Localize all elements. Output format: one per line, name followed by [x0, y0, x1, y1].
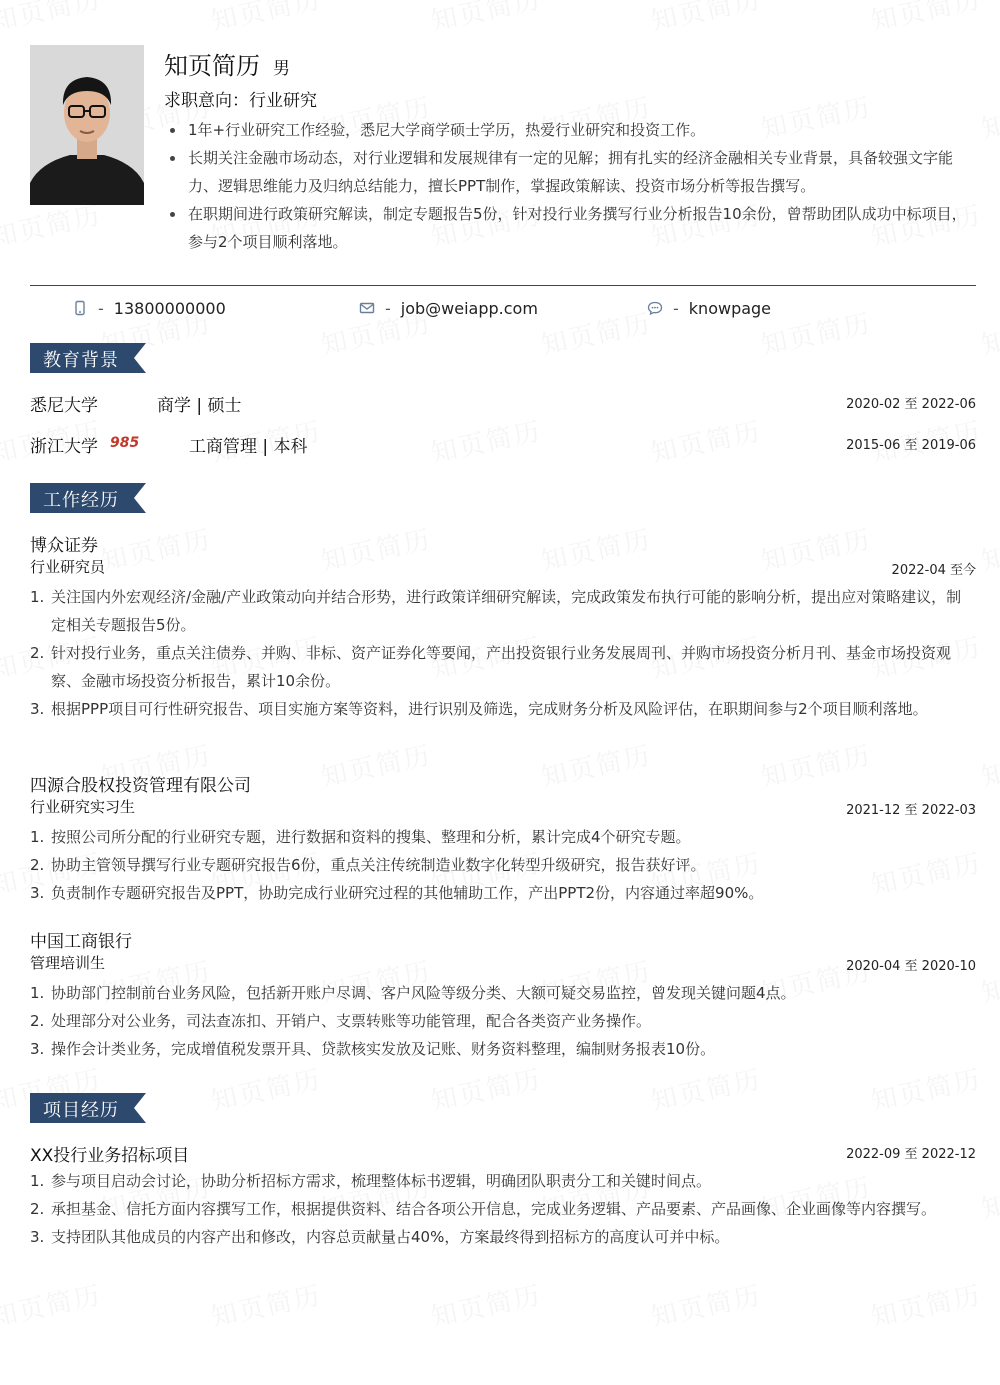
candidate-gender: 男: [273, 59, 290, 79]
list-item: 3. 负责制作专题研究报告及PPT，协助完成行业研究过程的其他辅助工作，产出PPT2份，内容通过率超90%。: [30, 884, 764, 902]
wechat-value: knowpage: [688, 298, 772, 318]
section-education-heading: [30, 343, 146, 373]
edu-major: 工商管理 | 本科: [189, 437, 308, 457]
list-item: 3. 操作会计类业务，完成增值税发票开具、贷款核实发放及记账、财务资料整理，编制财务报表10份。: [30, 1040, 716, 1058]
candidate-name: 知页简历: [164, 52, 260, 80]
job-role: 行业研究实习生: [30, 798, 136, 816]
edu-school: 浙江大学: [30, 437, 98, 457]
list-item: 2. 协助主管领导撰写行业专题研究报告6份，重点关注传统制造业数字化转型升级研究，报告获好评。: [30, 856, 706, 874]
watermark-text: [0, 1275, 105, 1334]
watermark-text: [977, 87, 1000, 146]
summary-list: [164, 116, 976, 256]
job-duty-list: [30, 823, 976, 907]
list-item: 1. 按照公司所分配的行业研究专题，进行数据和资料的搜集、整理和分析，累计完成4个研究专题。: [30, 828, 691, 846]
list-item: 1. 协助部门控制前台业务风险，包括新开账户尽调、客户风险等级分类、大额可疑交易监控，曾发现关键问题4点。: [30, 984, 796, 1002]
mail-icon: [359, 300, 375, 316]
watermark-text: [757, 519, 874, 578]
list-item: 2. 处理部分对公业务，司法查冻扣、开销户、支票转账等功能管理，配合各类资产业务操作。: [30, 1012, 652, 1030]
contact-email: [359, 296, 538, 320]
watermark-text: [647, 0, 764, 38]
edu-major: 商学 | 硕士: [157, 396, 242, 416]
watermark-text: [647, 1059, 764, 1118]
edu-date: 2015-06 至 2019-06: [846, 438, 976, 453]
company-name: 博众证券: [30, 536, 98, 556]
email-value: job@weiapp.com: [400, 298, 538, 318]
job-date: 2022-04 至今: [891, 563, 976, 578]
job-role: 行业研究员: [30, 558, 106, 576]
company-name: 四源合股权投资管理有限公司: [30, 776, 251, 796]
company-name: 中国工商银行: [30, 932, 132, 952]
watermark-text: [977, 951, 1000, 1010]
contact-separator: -: [98, 298, 104, 318]
contact-phone: [72, 296, 226, 320]
job-intent: [164, 86, 317, 111]
phone-icon: [72, 300, 88, 316]
job-intent-label: 求职意向：: [164, 91, 249, 111]
avatar-illustration: [30, 45, 144, 205]
contact-separator: -: [385, 298, 391, 318]
watermark-text: [537, 303, 654, 362]
contact-separator: -: [673, 298, 679, 318]
phone-value: 13800000000: [113, 298, 226, 318]
summary-item: 长期关注金融市场动态，对行业逻辑和发展规律有一定的见解；拥有扎实的经济金融相关专业背景，具备较强文字能力、逻辑思维能力及归纳总结能力，擅长PPT制作，掌握政策解读、投资市场分析等报告撰写。: [164, 144, 976, 200]
watermark-text: [537, 735, 654, 794]
project-date: 2022-09 至 2022-12: [846, 1147, 976, 1162]
list-item: 2. 针对投行业务，重点关注债券、并购、非标、资产证券化等要闻，产出投资银行业务发展周刊、并购市场投资分析月刊、基金市场投资观察、金融市场投资分析报告，累计10余份。: [30, 644, 952, 690]
job-date: 2021-12 至 2022-03: [846, 803, 976, 818]
list-item: 3. 根据PPP项目可行性研究报告、项目实施方案等资料，进行识别及筛选，完成财务分析及风险评估，在职期间参与2个项目顺利落地。: [30, 700, 928, 718]
summary-item: 在职期间进行政策研究解读，制定专题报告5份，针对投行业务撰写行业分析报告10余份，曾帮助团队成功中标项目，参与2个项目顺利落地。: [164, 200, 976, 256]
watermark-text: [427, 411, 544, 470]
job-date: 2020-04 至 2020-10: [846, 959, 976, 974]
watermark-text: [757, 735, 874, 794]
watermark-text: [427, 1275, 544, 1334]
watermark-text: [427, 1059, 544, 1118]
list-item: 1. 参与项目启动会讨论，协助分析招标方需求，梳理整体标书逻辑，明确团队职责分工和关键时间点。: [30, 1172, 712, 1190]
profile-photo: [30, 45, 144, 205]
contact-wechat: [647, 296, 771, 320]
job-duty-list: [30, 583, 976, 723]
summary-item: 1年+行业研究工作经验，悉尼大学商学硕士学历，热爱行业研究和投资工作。: [164, 116, 976, 144]
edu-school: 悉尼大学: [30, 396, 98, 416]
section-projects-heading: [30, 1093, 146, 1123]
project-name: XX投行业务招标项目: [30, 1146, 190, 1166]
project-duty-list: [30, 1167, 976, 1251]
watermark-text: [427, 0, 544, 38]
section-title: 教育背景: [43, 350, 119, 371]
section-work-heading: [30, 483, 146, 513]
job-role: 管理培训生: [30, 954, 106, 972]
list-item: 2. 承担基金、信托方面内容撰写工作，根据提供资料、结合各项公开信息，完成业务逻辑、产品要素、产品画像、企业画像等内容撰写。: [30, 1200, 937, 1218]
watermark-text: [757, 303, 874, 362]
watermark-text: [647, 1275, 764, 1334]
watermark-text: [647, 411, 764, 470]
watermark-text: [207, 1275, 324, 1334]
list-item: 1. 关注国内外宏观经济/金融/产业政策动向并结合形势，进行政策详细研究解读，完成政策发布执行可能的影响分析，提出应对策略建议，制定相关专题报告5份。: [30, 588, 962, 634]
watermark-text: [207, 0, 324, 38]
watermark-text: [867, 1275, 984, 1334]
header-divider: [30, 285, 976, 286]
job-duty-list: [30, 979, 976, 1063]
watermark-text: [97, 519, 214, 578]
list-item: 3. 支持团队其他成员的内容产出和修改，内容总贡献量占40%，方案最终得到招标方的高度认可并中标。: [30, 1228, 730, 1246]
watermark-text: [867, 1059, 984, 1118]
watermark-text: [317, 519, 434, 578]
section-title: 工作经历: [43, 490, 119, 511]
school-badge-985: 985: [110, 435, 140, 451]
watermark-text: [977, 735, 1000, 794]
watermark-text: [537, 519, 654, 578]
watermark-text: [207, 1059, 324, 1118]
watermark-text: [977, 519, 1000, 578]
section-title: 项目经历: [43, 1100, 119, 1121]
edu-date: 2020-02 至 2022-06: [846, 397, 976, 412]
watermark-text: [977, 1167, 1000, 1226]
job-intent-value: 行业研究: [249, 91, 317, 111]
watermark-text: [317, 735, 434, 794]
chat-icon: [647, 300, 663, 316]
watermark-text: [0, 0, 105, 38]
watermark-text: [867, 0, 984, 38]
watermark-text: [977, 303, 1000, 362]
